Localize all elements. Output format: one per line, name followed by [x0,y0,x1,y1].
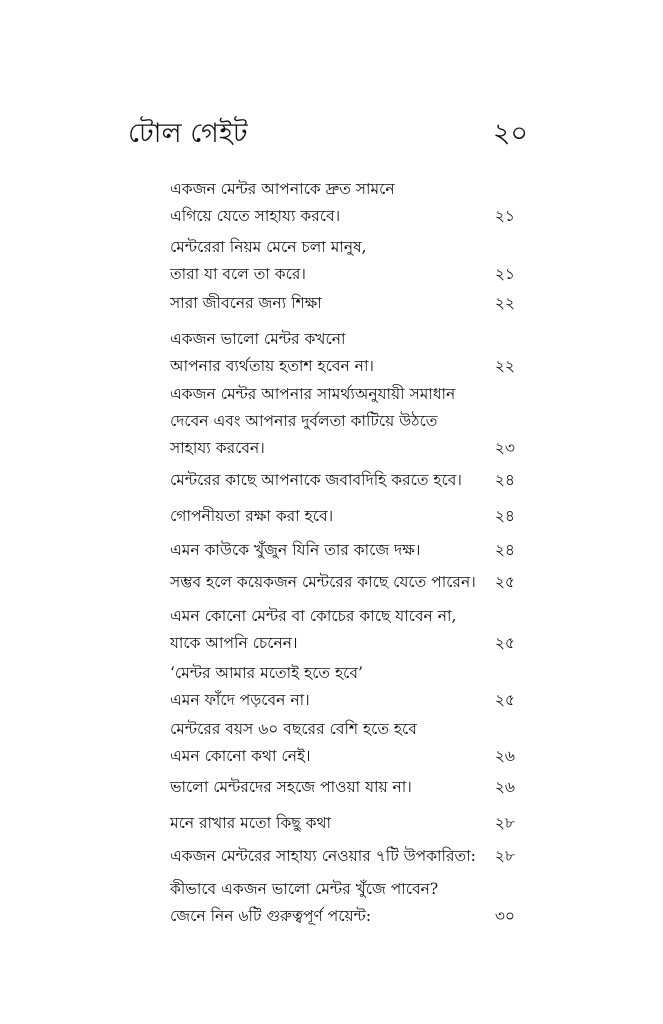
toc-entry [170,537,515,564]
toc-entry-line: মেন্টরের বয়স ৬০ বছরের বেশি হতে হবে [170,720,417,738]
chapter-page-number: ২০ [492,118,528,149]
toc-entry-text [170,843,482,870]
toc-entry-page: ৩০ [494,907,515,925]
chapter-title: টোল গেইট [128,118,248,149]
toc-entry [170,176,515,230]
toc-entry [170,234,515,288]
chapter-heading [128,116,528,156]
toc-entry-page: ২৬ [494,778,515,796]
toc-entry-line: একজন মেন্টর আপনার সামর্থ্যঅনুযায়ী সমাধান [170,385,456,403]
toc-entry [170,467,515,494]
toc-entry-line: কীভাবে একজন ভালো মেন্টর খুঁজে পাবেন? [170,880,439,898]
toc-entry-page: ২৫ [494,634,515,652]
toc-entry-page: ২৫ [494,573,515,591]
toc-entry-text [170,569,482,596]
toc-entry [170,876,515,930]
toc-entry-text [170,290,482,317]
toc-entry-page: ২৪ [494,541,515,559]
toc-entry [170,290,515,317]
toc-entry [170,810,515,837]
toc-entry-text [170,876,482,930]
toc-entry-page: ২২ [494,294,515,312]
toc-entry-line: এমন ফাঁদে পড়বেন না। [170,691,310,709]
toc-entry-line: মেন্টরেরা নিয়ম মেনে চলা মানুষ, [170,238,367,256]
toc-entry-line: এমন কোনো মেন্টর বা কোচের কাছে যাবেন না, [170,607,457,625]
toc-entry [170,603,515,657]
toc-entry-line: একজন ভালো মেন্টর কখনো [170,330,346,348]
toc-entry-page: ২১ [494,265,515,283]
toc-entry-text [170,603,482,657]
toc-entry-line: যাকে আপনি চেনেন। [170,634,298,652]
toc-entry [170,774,515,801]
toc-entry-page: ২২ [494,357,515,375]
toc-entry-text [170,176,482,230]
toc-entry [170,660,515,714]
toc-entry-line: তারা যা বলে তা করে। [170,265,306,283]
toc-entry-line: সম্ভব হলে কয়েকজন মেন্টরের কাছে যেতে পারেন। [170,573,476,591]
toc-entry-text [170,774,482,801]
toc-entry-page: ২৬ [494,747,515,765]
toc-entry [170,569,515,596]
toc-entry-text [170,467,482,494]
toc-entry-line: মেন্টরের কাছে আপনাকে জবাবদিহি করতে হবে। [170,471,462,489]
toc-entry-line: আপনার ব্যর্থতায় হতাশ হবেন না। [170,357,374,375]
toc-entry-line: সারা জীবনের জন্য শিক্ষা [170,294,322,312]
toc-entry-line: এমন কোনো কথা নেই। [170,747,311,765]
toc-entry-line: এগিয়ে যেতে সাহায্য করবে। [170,207,341,225]
toc-entry-page: ২৪ [494,471,515,489]
toc-entry-text [170,660,482,714]
toc-entry [170,503,515,530]
toc-entry-line: জেনে নিন ৬টি গুরুত্বপূর্ণ পয়েন্ট: [170,907,372,925]
toc-entry-page: ২৩ [494,439,515,457]
toc-entry-page: ২৫ [494,691,515,709]
toc-entry-line: এমন কাউকে খুঁজুন যিনি তার কাজে দক্ষ। [170,541,421,559]
toc-entry-text [170,381,482,462]
toc-entry-text [170,810,482,837]
toc-entry-line: দেবেন এবং আপনার দুর্বলতা কাটিয়ে উঠতে [170,412,438,430]
toc-entry [170,381,515,462]
toc-entry-page: ২৮ [494,814,515,832]
toc-entry-line: সাহায্য করবেন। [170,439,265,457]
toc-entry-page: ২৮ [494,847,515,865]
toc-entry-line: ‘মেন্টর আমার মতোই হতে হবে’ [170,664,363,682]
toc-entry-text [170,537,482,564]
toc-entry-line: ভালো মেন্টরদের সহজে পাওয়া যায় না। [170,778,412,796]
toc-entry-line: একজন মেন্টর আপনাকে দ্রুত সামনে [170,180,395,198]
toc-entry-line: মনে রাখার মতো কিছু কথা [170,814,332,832]
toc-entry-page: ২১ [494,207,515,225]
toc-entry [170,843,515,870]
toc-entry-line: গোপনীয়তা রক্ষা করা হবে। [170,507,334,525]
toc-entry-line: একজন মেন্টরের সাহায্য নেওয়ার ৭টি উপকারিতা: [170,847,476,865]
toc-entry-text [170,716,482,770]
toc-entry [170,326,515,380]
toc-entry-page: ২৪ [494,507,515,525]
toc-entry-text [170,503,482,530]
toc-entry-text [170,326,482,380]
toc-entry-text [170,234,482,288]
toc-entry [170,716,515,770]
